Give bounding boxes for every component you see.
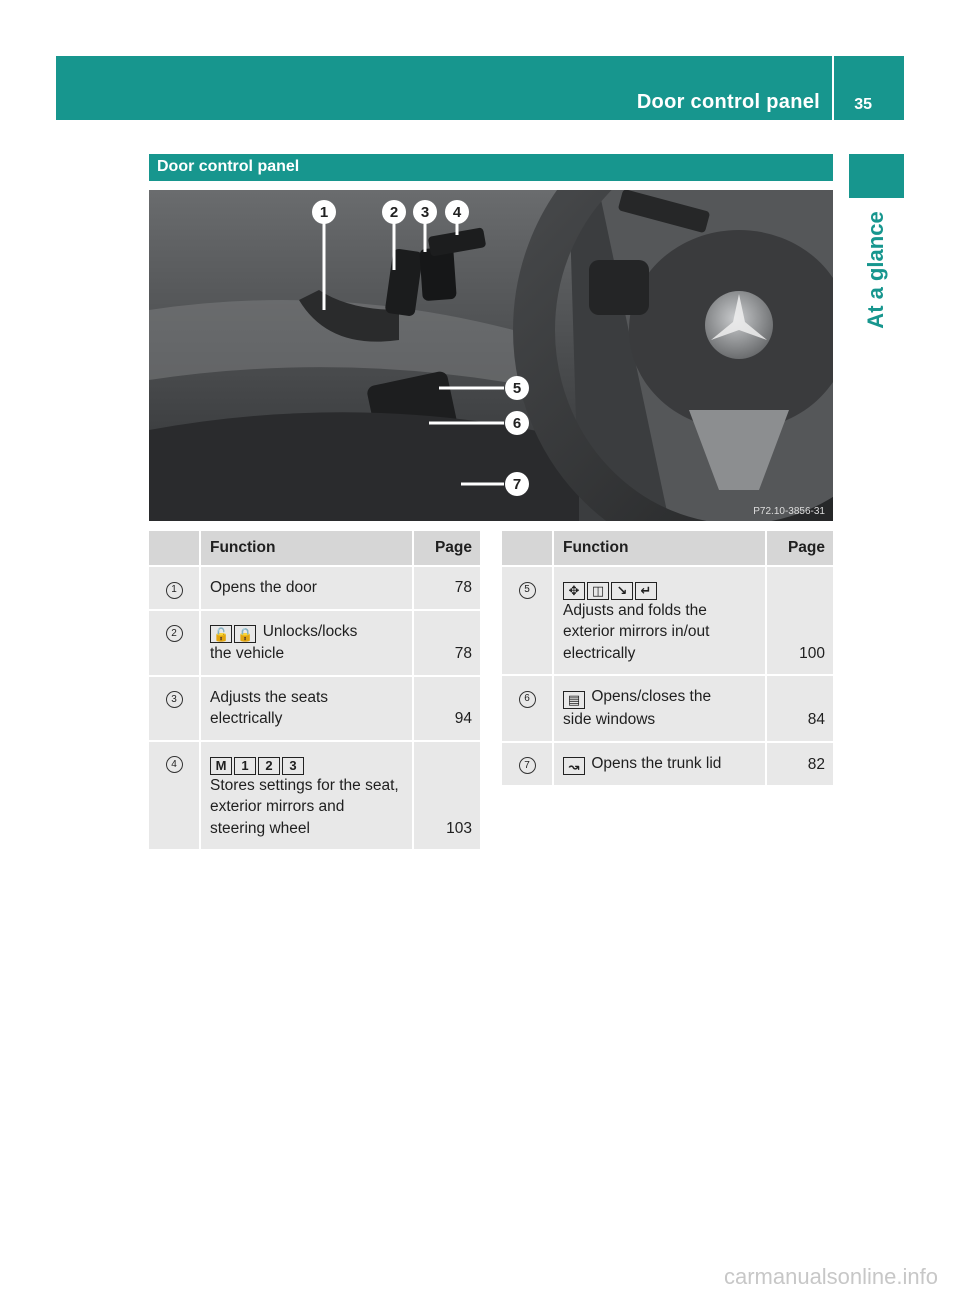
item-number: 3 — [166, 691, 183, 708]
table-row — [149, 566, 480, 610]
section-title: Door control panel — [157, 158, 300, 175]
table-header-page: Page — [766, 531, 833, 566]
callout-5: 5 — [512, 380, 522, 397]
item-number: 1 — [166, 582, 183, 599]
header-bar — [56, 56, 904, 120]
table-row — [502, 742, 833, 787]
callout-2: 2 — [389, 204, 399, 221]
side-tab-label: At a glance — [863, 211, 888, 329]
side-tab — [849, 154, 904, 198]
section-bar — [149, 154, 833, 181]
door-panel-photo — [149, 190, 833, 521]
table-row — [149, 741, 480, 850]
window-icon: ▤ — [563, 691, 585, 709]
page-ref: 84 — [766, 675, 833, 741]
table-row — [149, 610, 480, 676]
function-text: electrically — [210, 710, 283, 728]
page-number: 35 — [854, 96, 872, 113]
table-row — [502, 566, 833, 675]
lock-icon: 🔒 — [234, 625, 256, 643]
callout-6: 6 — [512, 415, 522, 432]
table-header-function: Function — [553, 531, 766, 566]
item-number: 5 — [519, 582, 536, 599]
function-text: Opens/closes the — [591, 688, 712, 706]
item-number: 7 — [519, 757, 536, 774]
function-text: Opens the door — [210, 579, 317, 596]
table-header-function: Function — [200, 531, 413, 566]
function-text: side windows — [563, 711, 656, 728]
page-ref: 100 — [766, 566, 833, 675]
callout-4: 4 — [452, 204, 462, 221]
function-text: Unlocks/locks — [262, 622, 358, 640]
table-row — [149, 676, 480, 741]
function-text: steering wheel — [210, 819, 310, 837]
memory-3-icon: 3 — [282, 757, 304, 775]
function-text: exterior mirrors and — [210, 798, 345, 815]
function-text: electrically — [563, 644, 636, 662]
callout-7: 7 — [512, 476, 522, 493]
header-separator — [832, 56, 834, 120]
memory-2-icon: 2 — [258, 757, 280, 775]
function-text: Stores settings for the seat, — [210, 776, 399, 794]
function-table-left — [149, 531, 480, 851]
callout-1: 1 — [319, 204, 329, 221]
table-header-page: Page — [413, 531, 480, 566]
page-ref: 78 — [413, 566, 480, 610]
page-ref: 94 — [413, 676, 480, 741]
watermark: carmanualsonline.info — [723, 1264, 938, 1289]
table-header-num — [502, 531, 553, 566]
mirror-left-icon: ◫ — [587, 582, 609, 600]
mirror-adjust-icon: ✥ — [563, 582, 585, 600]
function-text: exterior mirrors in/out — [563, 623, 710, 641]
function-text: Opens the trunk lid — [591, 754, 722, 772]
function-text: Adjusts the seats — [210, 688, 329, 706]
page-ref: 82 — [766, 742, 833, 787]
callout-3: 3 — [420, 204, 430, 221]
item-number: 2 — [166, 625, 183, 642]
figure-code: P72.10-3856-31 — [753, 506, 825, 517]
trunk-icon: ↝ — [563, 757, 585, 775]
memory-1-icon: 1 — [234, 757, 256, 775]
header-title: Door control panel — [636, 91, 820, 113]
table-header-num — [149, 531, 200, 566]
memory-m-icon: M — [210, 757, 232, 775]
table-row — [502, 675, 833, 741]
unlock-icon: 🔓 — [210, 625, 232, 643]
page-ref: 78 — [413, 610, 480, 676]
function-text: Adjusts and folds the — [563, 601, 707, 619]
item-number: 4 — [166, 756, 183, 773]
mirror-right-icon: ↘ — [611, 582, 633, 600]
mirror-fold-icon: ↵ — [635, 582, 657, 600]
function-text: the vehicle — [210, 645, 285, 663]
function-table-right — [502, 531, 833, 787]
page-ref: 103 — [413, 741, 480, 850]
item-number: 6 — [519, 691, 536, 708]
